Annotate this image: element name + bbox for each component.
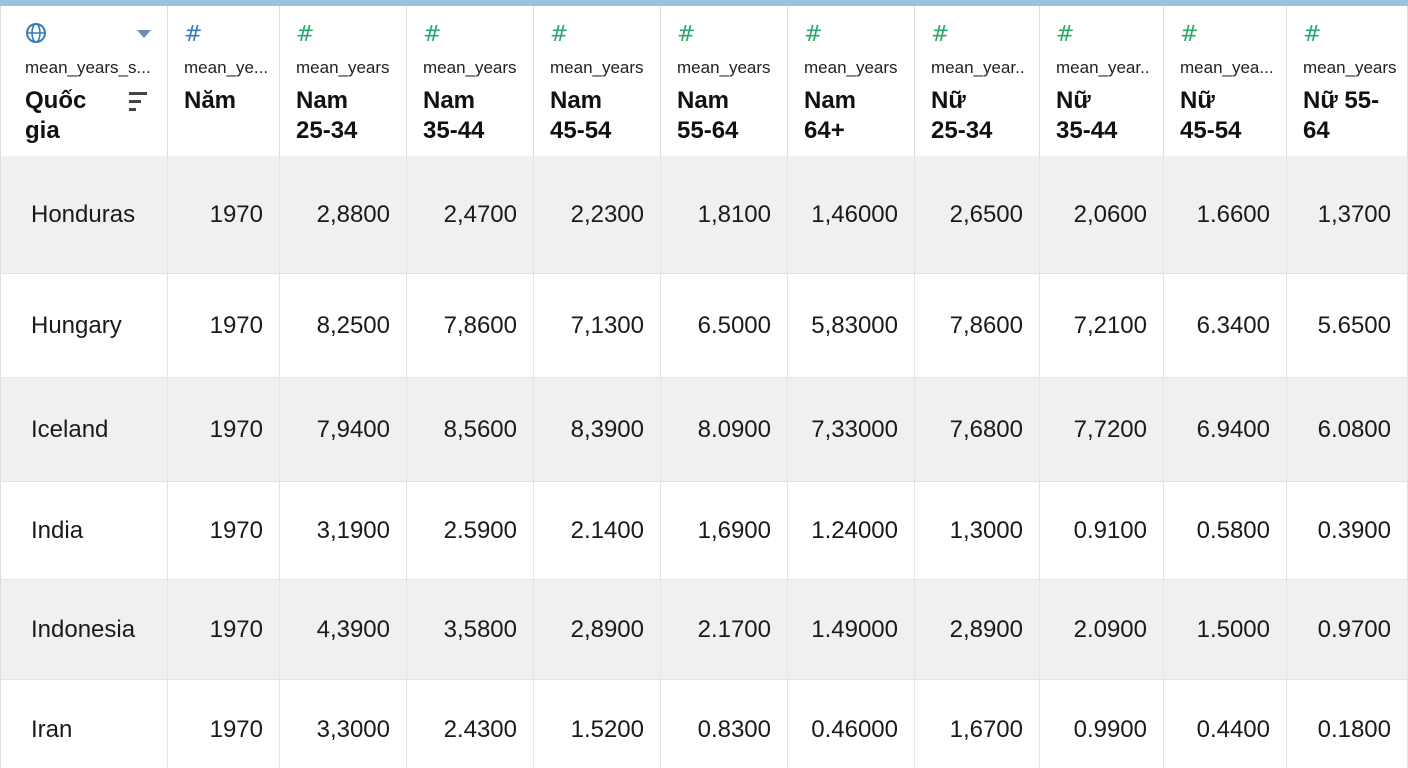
table-row[interactable] [0,378,1408,482]
table-cell[interactable]: 0.46000 [788,680,915,768]
table-cell[interactable]: 2,4700 [407,156,534,273]
table-cell[interactable]: 0.9100 [1040,482,1164,579]
column-title: Nam 35-44 [423,87,485,144]
column-source: mean_year.. [1056,58,1150,77]
grid-body [0,156,1408,768]
column-title: Nữ 25-34 [931,87,993,144]
column-title: Nam 64+ [804,87,857,144]
country-cell[interactable]: Indonesia [0,580,168,679]
table-cell[interactable]: 2,8800 [280,156,407,273]
table-cell[interactable]: 2.5900 [407,482,534,579]
table-cell[interactable]: 8,3900 [534,378,661,481]
column-header-country[interactable] [0,6,168,156]
table-cell[interactable]: 1,3700 [1287,156,1408,273]
table-cell[interactable]: 7,1300 [534,274,661,377]
table-cell[interactable]: 1,8100 [661,156,788,273]
table-cell[interactable]: 1970 [168,680,280,768]
table-cell[interactable]: 0.9700 [1287,580,1408,679]
hash-icon: # [184,22,203,47]
header-row [0,6,1408,158]
column-title: Năm [184,87,237,114]
table-cell[interactable]: 4,3900 [280,580,407,679]
table-cell[interactable]: 3,3000 [280,680,407,768]
column-title: Nam 45-54 [550,87,612,144]
table-row[interactable] [0,580,1408,680]
column-title: Nữ 45-54 [1180,87,1242,144]
column-title: Nam 55-64 [677,87,739,144]
table-cell[interactable]: 0.8300 [661,680,788,768]
table-cell[interactable]: 7,9400 [280,378,407,481]
table-cell[interactable]: 2,6500 [915,156,1040,273]
table-cell[interactable]: 0.4400 [1164,680,1287,768]
hash-icon: # [296,22,315,47]
column-header-male-25-34[interactable] [280,6,407,156]
table-cell[interactable]: 5.6500 [1287,274,1408,377]
table-cell[interactable]: 1,6700 [915,680,1040,768]
table-cell[interactable]: 7,33000 [788,378,915,481]
table-cell[interactable]: 2.0900 [1040,580,1164,679]
table-cell[interactable]: 7,8600 [407,274,534,377]
column-header-male-45-54[interactable] [534,6,661,156]
table-cell[interactable]: 5,83000 [788,274,915,377]
table-cell[interactable]: 6.0800 [1287,378,1408,481]
table-cell[interactable]: 8,5600 [407,378,534,481]
column-header-female-45-54[interactable] [1164,6,1287,156]
table-cell[interactable]: 6.5000 [661,274,788,377]
hash-icon: # [550,22,569,47]
column-header-female-25-34[interactable] [915,6,1040,156]
hash-icon: # [1303,22,1322,47]
column-source: mean_years [804,58,898,77]
table-cell[interactable]: 1970 [168,580,280,679]
table-cell[interactable]: 1,46000 [788,156,915,273]
country-cell[interactable]: Iran [0,680,168,768]
column-title: Nữ 55- 64 [1303,87,1380,144]
table-cell[interactable]: 1,6900 [661,482,788,579]
table-cell[interactable]: 6.3400 [1164,274,1287,377]
table-cell[interactable]: 1970 [168,274,280,377]
column-header-male-55-64[interactable] [661,6,788,156]
column-header-male-35-44[interactable] [407,6,534,156]
column-title: Nam 25-34 [296,87,358,144]
table-cell[interactable]: 1.6600 [1164,156,1287,273]
column-header-male-64-plus[interactable] [788,6,915,156]
column-source: mean_years [1303,58,1397,77]
column-title: Nữ 35-44 [1056,87,1118,144]
table-row[interactable] [0,274,1408,378]
hash-icon: # [423,22,442,47]
table-cell[interactable]: 1.5000 [1164,580,1287,679]
column-header-year[interactable] [168,6,280,156]
chevron-down-icon[interactable] [137,30,151,38]
column-source: mean_years_s... [25,58,151,77]
table-cell[interactable]: 1,3000 [915,482,1040,579]
column-source: mean_years [423,58,517,77]
table-row[interactable] [0,482,1408,580]
hash-icon: # [1056,22,1075,47]
column-title: Quốc gia [25,87,87,144]
table-cell[interactable]: 2.4300 [407,680,534,768]
table-cell[interactable]: 2.1700 [661,580,788,679]
table-cell[interactable]: 7,6800 [915,378,1040,481]
country-cell[interactable]: Hungary [0,274,168,377]
table-cell[interactable]: 7,2100 [1040,274,1164,377]
country-cell[interactable]: India [0,482,168,579]
table-cell[interactable]: 8,2500 [280,274,407,377]
table-cell[interactable]: 1.5200 [534,680,661,768]
table-cell[interactable]: 3,5800 [407,580,534,679]
table-cell[interactable]: 0.1800 [1287,680,1408,768]
hash-icon: # [931,22,950,47]
column-header-female-55-64[interactable] [1287,6,1408,156]
table-cell[interactable]: 1.24000 [788,482,915,579]
country-cell[interactable]: Iceland [0,378,168,481]
table-cell[interactable]: 2,2300 [534,156,661,273]
column-source: mean_years [677,58,771,77]
table-cell[interactable]: 2,0600 [1040,156,1164,273]
table-cell[interactable]: 2,8900 [915,580,1040,679]
hash-icon: # [804,22,823,47]
table-cell[interactable]: 6.9400 [1164,378,1287,481]
table-cell[interactable]: 8.0900 [661,378,788,481]
table-cell[interactable]: 3,1900 [280,482,407,579]
hash-icon: # [677,22,696,47]
table-row[interactable] [0,680,1408,768]
column-source: mean_year.. [931,58,1025,77]
table-cell[interactable]: 0.5800 [1164,482,1287,579]
column-source: mean_ye... [184,58,269,77]
column-source: mean_years [296,58,390,77]
table-cell[interactable]: 0.3900 [1287,482,1408,579]
table-cell[interactable]: 1970 [168,156,280,273]
table-cell[interactable]: 7,8600 [915,274,1040,377]
column-source: mean_years [550,58,644,77]
table-cell[interactable]: 1970 [168,378,280,481]
table-cell[interactable]: 2.1400 [534,482,661,579]
table-row[interactable] [0,156,1408,274]
table-cell[interactable]: 1970 [168,482,280,579]
country-cell[interactable]: Honduras [0,156,168,273]
table-cell[interactable]: 1.49000 [788,580,915,679]
column-source: mean_yea... [1180,58,1274,77]
hash-icon: # [1180,22,1199,47]
column-header-female-35-44[interactable] [1040,6,1164,156]
table-cell[interactable]: 0.9900 [1040,680,1164,768]
table-cell[interactable]: 7,7200 [1040,378,1164,481]
sort-icon[interactable] [129,92,149,114]
table-cell[interactable]: 2,8900 [534,580,661,679]
globe-icon [25,22,47,44]
